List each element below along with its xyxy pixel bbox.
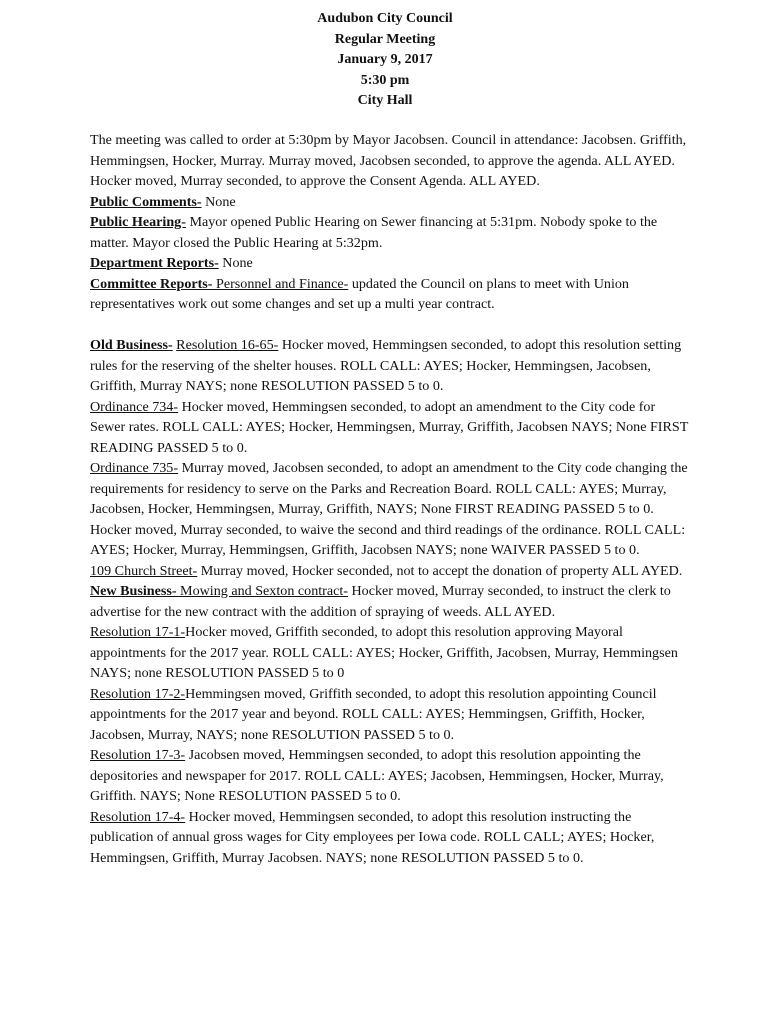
new-business-item-title: Resolution 17-3-: [90, 747, 186, 763]
old-business-item: [90, 561, 690, 582]
document-header: [0, 9, 770, 112]
old-business-item: [90, 335, 690, 397]
minutes-body: [90, 130, 690, 868]
old-business-item-text: Hocker moved, Hemmingsen seconded, to adopt an amendment to the City code for Sewer rates. ROLL CALL: AYES; Hocker, Hemmingsen, Murray, Griffith, Jacobsen NAYS; None FIRST READING PASSED 5 to 0.: [90, 398, 689, 456]
new-business-item: [90, 807, 690, 869]
public-hearing-section: [90, 212, 690, 253]
new-business-item-text: Hocker moved, Hemmingsen seconded, to adopt this resolution instructing the publication of annual gross wages for City employees per Iowa code. ROLL CALL; AYES; Hocker, Hemmingsen, Griffith, Murray Jacobsen. NAYS; none RESOLUTION PASSED 5 to 0.: [90, 808, 655, 866]
new-business-item-text: Hemmingsen moved, Griffith seconded, to adopt this resolution appointing Council appointments for the 2017 year and beyond. ROLL CALL: AYES; Hemmingsen, Griffith, Hocker, Jacobsen, Murray, NAYS; none RESOLUTION PASSED 5 to 0.: [90, 685, 657, 743]
new-business-item-title: Resolution 17-1-: [90, 624, 186, 640]
old-business-heading: Old Business-: [90, 337, 173, 353]
section-spacer: [90, 315, 690, 336]
new-business-item-title: Resolution 17-2-: [90, 685, 186, 702]
new-business-item: [90, 622, 690, 684]
meeting-type: Regular Meeting: [334, 31, 436, 47]
new-business-heading: New Business-: [90, 583, 177, 599]
department-reports-section: [90, 253, 690, 274]
committee-reports-section: [90, 274, 690, 315]
new-business-item: [90, 581, 690, 622]
new-business-item-text: Jacobsen moved, Hemmingsen seconded, to adopt this resolution appointing the depositories and newspaper for 2017. ROLL CALL: AYES; Jacobsen, Hemmingsen, Hocker, Murray, Griffith. NAYS; None RESOLUTION PASSED 5 to 0.: [90, 747, 664, 804]
new-business-item-title: Resolution 17-4-: [90, 808, 186, 825]
old-business-item: [90, 458, 690, 561]
council-name: Audubon City Council: [317, 11, 453, 26]
committee-reports-heading: Committee Reports-: [90, 275, 213, 292]
new-business-item: [90, 745, 690, 807]
new-business-item-text: Hocker moved, Murray seconded, to instruct the clerk to advertise for the new contract with the addition of spraying of weeds. ALL AYED.: [90, 583, 671, 620]
public-hearing-heading: Public Hearing-: [90, 214, 186, 230]
new-business-item-text: Hocker moved, Griffith seconded, to adopt this resolution approving Mayoral appointments for the 2017 year. ROLL CALL: AYES; Hocker, Griffith, Jacobsen, Murray, Hemmingsen NAYS; none RESOLUTION PASSED 5 to 0: [90, 624, 678, 681]
new-business-item-title: Mowing and Sexton contract-: [176, 583, 348, 599]
public-hearing-text: Mayor opened Public Hearing on Sewer financing at 5:31pm. Nobody spoke to the matter. Mayor closed the Public Hearing at 5:32pm.: [90, 214, 658, 251]
old-business-item: [90, 397, 690, 459]
committee-reports-text: updated the Council on plans to meet with Union representatives work out some changes and set up a multi year contract.: [90, 275, 629, 312]
department-reports-heading: Department Reports-: [90, 255, 219, 271]
opening-paragraph: The meeting was called to order at 5:30pm by Mayor Jacobsen. Council in attendance: Jacobsen. Griffith, Hemmingsen, Hocker, Murray. Murray moved, Jacobsen seconded, to approve the agenda. ALL AYED. Hocker moved, Murray seconded, to approve the Consent Agenda. ALL AYED.: [90, 132, 687, 189]
meeting-place: City Hall: [357, 93, 413, 108]
old-business-item-title: Ordinance 734-: [90, 398, 179, 415]
new-business-item: [90, 684, 690, 746]
meeting-time: 5:30 pm: [360, 72, 410, 88]
old-business-item-title: Ordinance 735-: [90, 460, 179, 476]
public-comments-heading: Public Comments-: [90, 193, 202, 210]
old-business-item-text: Murray moved, Jacobsen seconded, to adopt an amendment to the City code changing the requirements for residency to serve on the Parks and Recreation Board. ROLL CALL: AYES; Murray, Jacobsen, Hocker, Hemmingsen, Murray, Griffith, NAYS; None FIRST READING PASSED 5 to 0. Hocker moved, Murray seconded, to waive the second and third readings of the ordinance. ROLL CALL: AYES; Hocker, Murray, Hemmingsen, Griffith, Jacobsen NAYS; none WAIVER PASSED 5 to 0.: [90, 460, 688, 558]
public-comments-section: [90, 192, 690, 213]
old-business-item-title: Resolution 16-65-: [176, 337, 279, 353]
old-business-item-text: Murray moved, Hocker seconded, not to accept the donation of property ALL AYED.: [197, 562, 683, 579]
meeting-date: January 9, 2017: [337, 52, 433, 67]
committee-reports-subheading: Personnel and Finance-: [212, 275, 349, 292]
public-comments-text: None: [201, 193, 236, 210]
old-business-item-text: Hocker moved, Hemmingsen seconded, to adopt this resolution setting rules for the reserving of the shelter houses. ROLL CALL: AYES; Hocker, Hemmingsen, Jacobsen, Griffith, Murray NAYS; none RESOLUTION PASSED 5 to 0.: [90, 337, 682, 394]
old-business-item-title: 109 Church Street-: [90, 562, 198, 579]
department-reports-text: None: [218, 255, 253, 271]
